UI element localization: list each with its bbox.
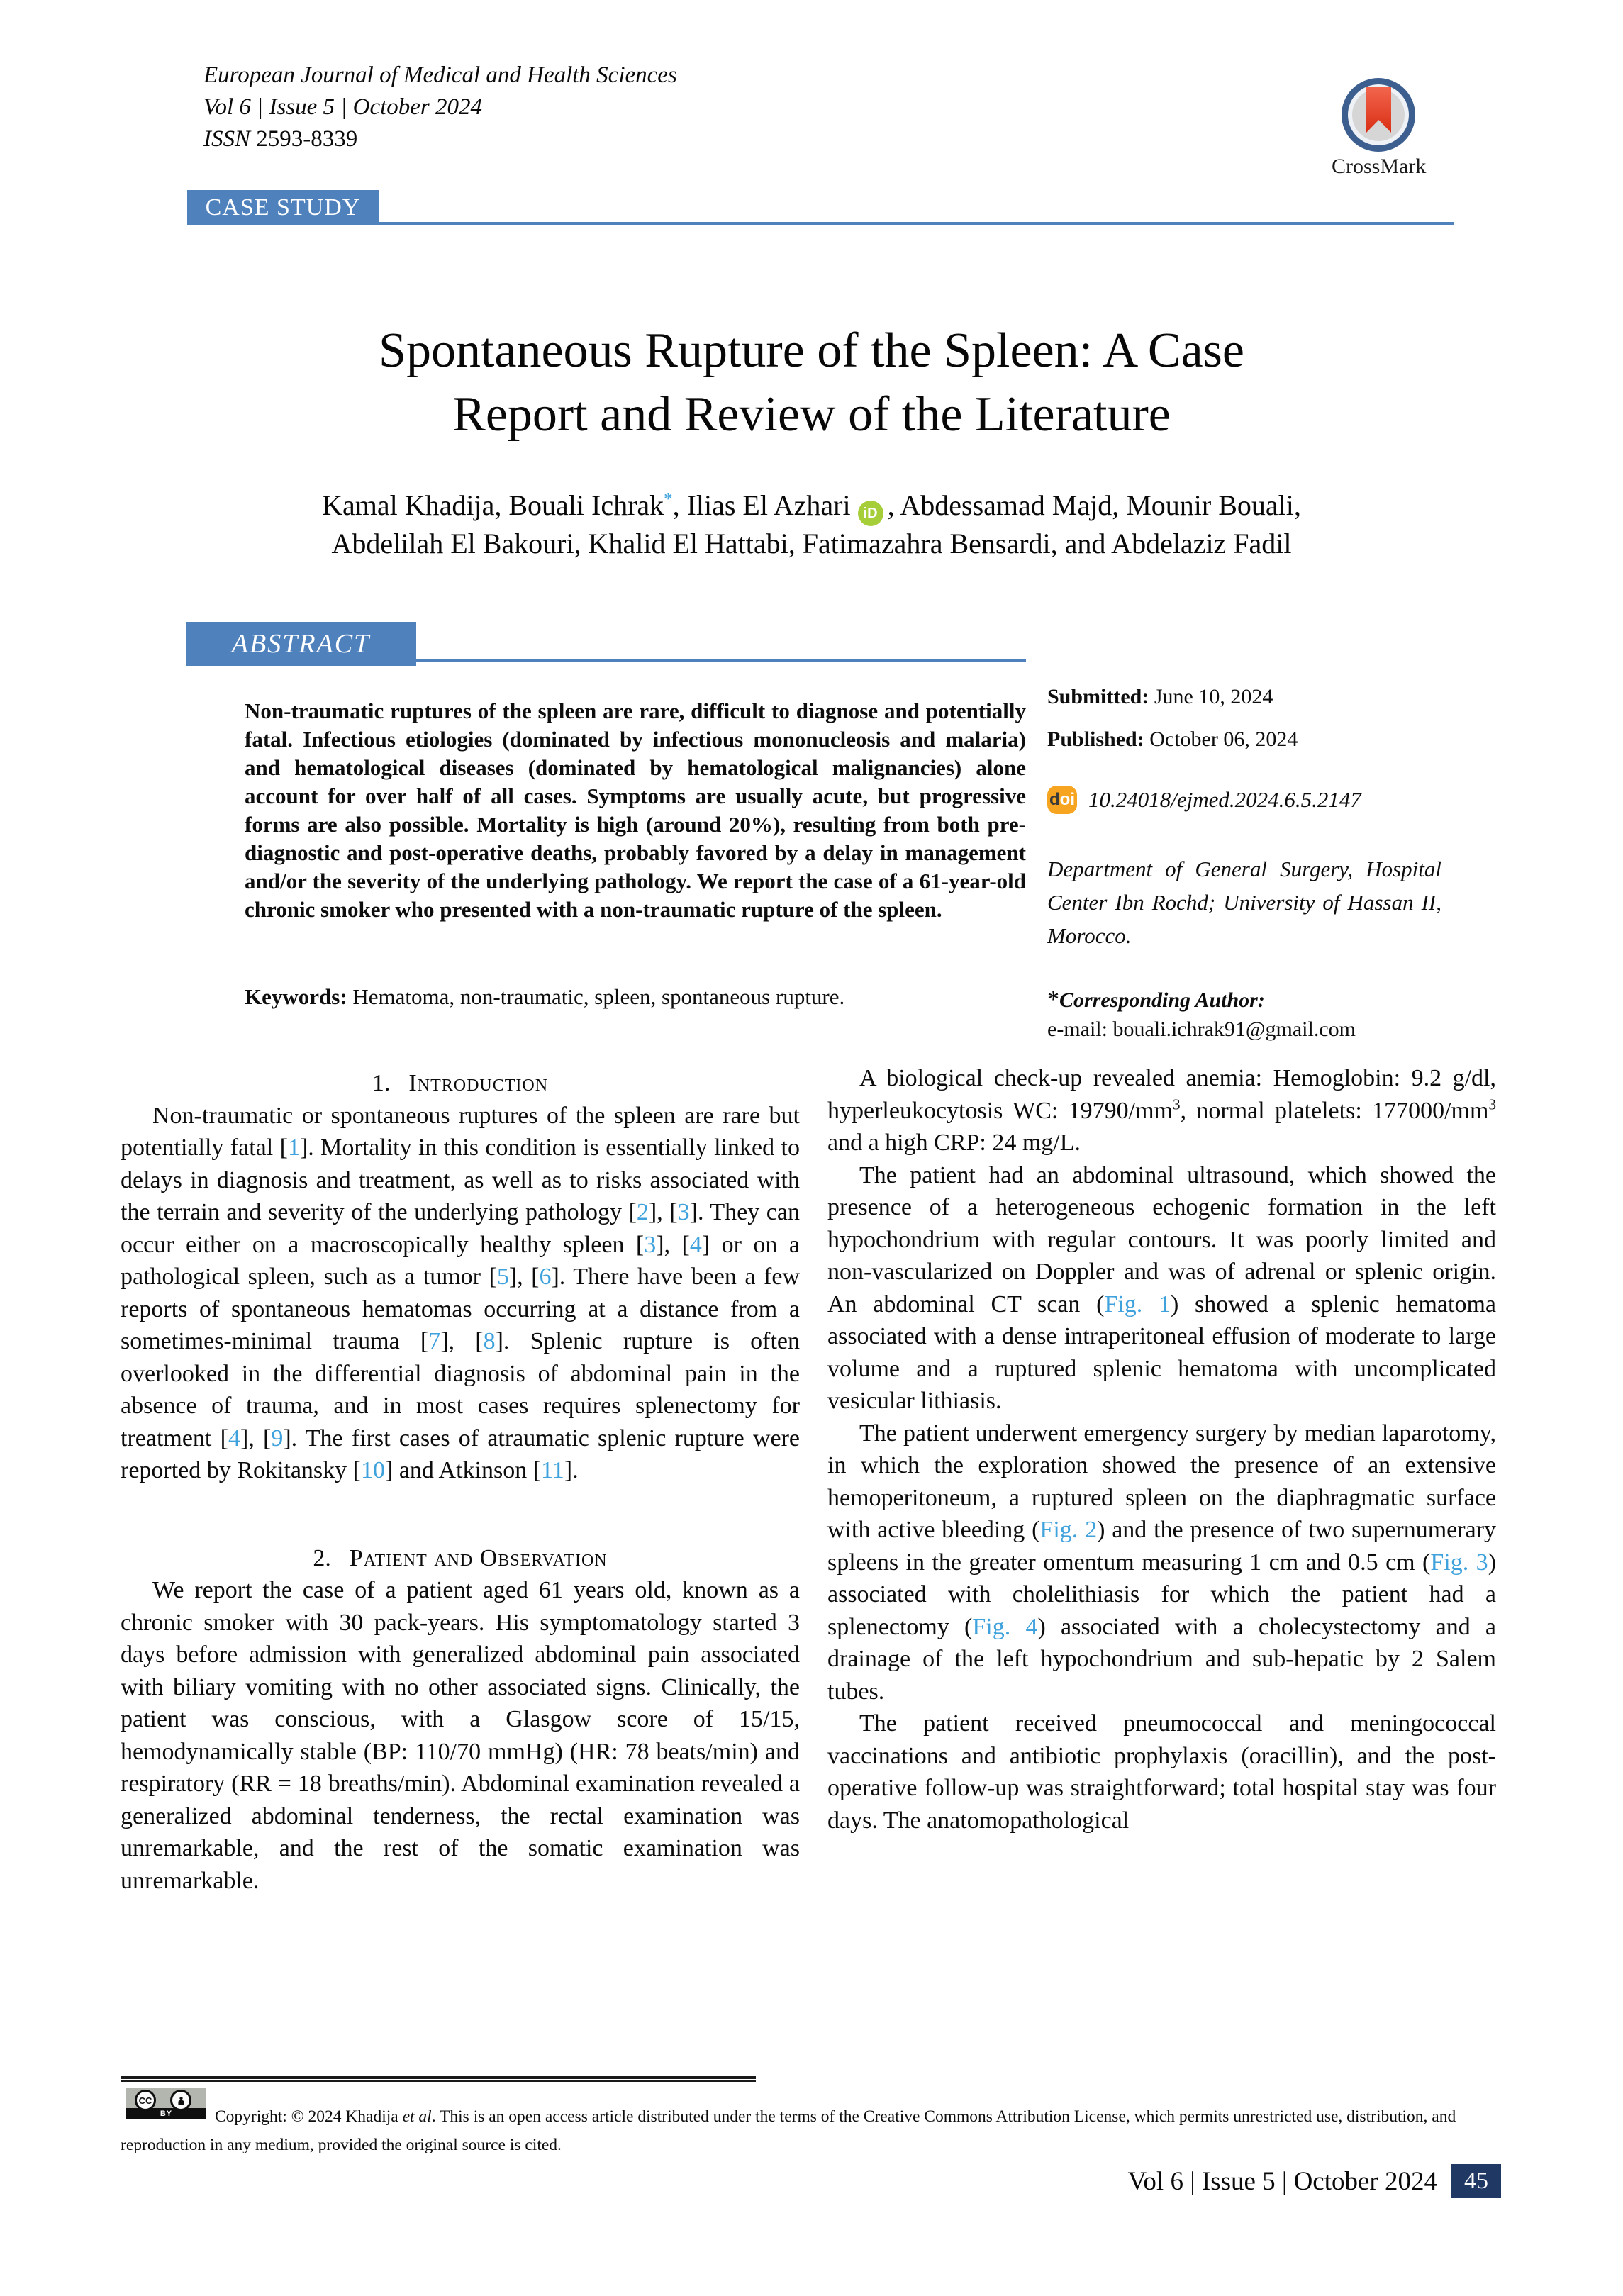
author-list [106, 488, 1517, 561]
text-segment: Non-traumatic or spontaneous ruptures of the spleen are rare but potentially fatal [ [121, 1102, 800, 1161]
text-segment: , normal platelets: 177000/mm [1180, 1097, 1489, 1124]
article-type-badge: CASE STUDY [187, 190, 379, 225]
citation-ref[interactable]: 2 [636, 1199, 649, 1225]
text-segment: ], [ [648, 1199, 678, 1225]
copyright-line-2: reproduction in any medium, provided the original source is cited. [121, 2136, 562, 2154]
body-paragraph [827, 1159, 1496, 1417]
abstract-rule [416, 659, 1026, 662]
text-segment: . This is an open access article distributed under the terms of the Creative Commons Attribution License, which permits unrestricted use, distribution, and [431, 2107, 1456, 2126]
journal-info [203, 60, 677, 155]
corresponding-label: Corresponding Author: [1059, 988, 1265, 1012]
text-segment: ]. The first cases of atraumatic splenic rupture were reported by Rokitansky [ [121, 1425, 800, 1483]
crossmark-link[interactable] [1332, 78, 1425, 179]
article-meta-sidebar [1047, 685, 1441, 1044]
text-segment: The patient underwent emergency surgery by median laparotomy, in which the exploration showed the presence of an extensive hemoperitoneum, a ruptured spleen on the diaphragmatic surface with active bleeding ( [827, 1420, 1496, 1543]
citation-ref[interactable]: 3 [644, 1231, 657, 1258]
italic-text: et al [402, 2107, 432, 2126]
cc-by-label: BY [126, 2108, 206, 2119]
footer-issue-info [1127, 2164, 1501, 2198]
citation-ref[interactable]: 9 [271, 1425, 284, 1451]
page-number-badge: 45 [1451, 2164, 1501, 2198]
superscript: 3 [1173, 1096, 1181, 1113]
authors-line-1 [106, 488, 1517, 526]
doi-value[interactable]: 10.24018/ejmed.2024.6.5.2147 [1088, 787, 1361, 812]
text-segment: ) showed a splenic hematoma associated with a dense intraperitoneal effusion of moderate to large volume and a ruptured splenic hematoma with uncomplicated vesicular lithiasis. [827, 1291, 1496, 1414]
page-title [0, 319, 1623, 447]
doi-icon: d oi [1047, 786, 1077, 814]
footer-volume-text: Vol 6 | Issue 5 | October 2024 [1127, 2166, 1437, 2196]
citation-ref[interactable]: 4 [689, 1231, 702, 1258]
journal-issn [203, 123, 677, 155]
affiliation: Department of General Surgery, Hospital Center Ibn Rochd; University of Hassan II, Morocco. [1047, 857, 1441, 948]
cc-icon: CC [135, 2090, 156, 2111]
citation-ref[interactable]: Fig. 1 [1104, 1291, 1171, 1317]
text-segment: ]. There have been a few reports of spontaneous hematomas occurring at a distance from a sometimes-minimal trauma [ [121, 1264, 800, 1354]
introduction-paragraph [121, 1100, 800, 1487]
corresponding-star: * [1047, 986, 1059, 1013]
corresponding-author-star: * [664, 489, 673, 509]
citation-ref[interactable]: 10 [361, 1457, 385, 1483]
citation-ref[interactable]: 4 [228, 1425, 240, 1451]
cc-by-badge[interactable] [126, 2088, 206, 2119]
text-segment: ]. Splenic rupture is often overlooked in the differential diagnosis of abdominal pain in the absence of trauma, and in most cases requires splenectomy for treatment [ [121, 1328, 800, 1451]
title-line-2: Report and Review of the Literature [452, 387, 1171, 442]
submitted-row [1047, 685, 1441, 709]
authors-line-2: Abdelilah El Bakouri, Khalid El Hattabi, Fatimazahra Bensardi, and Abdelaziz Fadil [331, 528, 1292, 559]
abstract-label: ABSTRACT [186, 622, 416, 666]
citation-ref[interactable]: 7 [428, 1328, 441, 1354]
left-column [121, 1067, 800, 1897]
abstract-text: Non-traumatic ruptures of the spleen are rare, difficult to diagnose and potentially fatal. Infectious etiologies (dominated by infectious mononucleosis and malaria) and hematological diseases (dominated by hematological malignancies) alone account for over half of all cases. Symptoms are usually acute, but progressive forms are also possible. Mortality is high (around 20%), resulting from both pre-diagnostic and post-operative deaths, probably favored by a delay in management and/or the severity of the underlying pathology. We report the case of a 61-year-old chronic smoker who presented with a non-traumatic rupture of the spleen. [245, 698, 1026, 922]
text-segment: ) associated with a cholecystectomy and a drainage of the left hypochondrium and sub-hepatic by 2 Salem tubes. [827, 1613, 1496, 1705]
corresponding-author-block [1047, 985, 1441, 1044]
text-segment: , Ilias El Azhari [672, 489, 851, 521]
body-paragraph [827, 1417, 1496, 1708]
section-heading-patient-observation: 2. Patient and Observation [313, 1544, 608, 1571]
text-segment: ], [ [656, 1231, 690, 1258]
copyright-line-1 [215, 2107, 1456, 2127]
keywords [245, 984, 1026, 1010]
crossmark-label: CrossMark [1332, 155, 1427, 178]
orcid-icon: iD [858, 501, 883, 526]
title-line-1: Spontaneous Rupture of the Spleen: A Case [379, 323, 1244, 378]
text-segment: ] or on a pathological spleen, such as a tumor [ [121, 1231, 800, 1290]
corresponding-email[interactable]: e-mail: bouali.ichrak91@gmail.com [1047, 1018, 1356, 1041]
text-segment: The patient had an abdominal ultrasound, which showed the presence of a heterogeneous echogenic formation in the left hypochondrium with regular contours. It was poorly limited and non-vascularized on Doppler and was of adrenal or splenic origin. An abdominal CT scan ( [827, 1161, 1496, 1317]
body-paragraph [827, 1707, 1496, 1837]
superscript: 3 [1488, 1096, 1496, 1113]
citation-ref[interactable]: Fig. 4 [972, 1613, 1038, 1640]
text-segment: ]. They can occur either on a macroscopically healthy spleen [ [121, 1199, 800, 1258]
person-icon [170, 2090, 191, 2111]
citation-ref[interactable]: 8 [483, 1328, 496, 1354]
text-segment: Kamal Khadija, Bouali Ichrak [322, 489, 664, 521]
issn-label: ISSN [203, 126, 250, 152]
text-segment: We report the case of a patient aged 61 years old, known as a chronic smoker with 30 pack-years. His symptomatology started 3 days before admission with generalized abdominal pain associated with biliary vomiting with no other associated signs. Clinically, the patient was conscious, with a Glasgow score of 15/15, hemodynamically stable (BP: 110/70 mmHg) (HR: 78 beats/min) and respiratory (RR = 18 breaths/min). Abdominal examination revealed a generalized abdominal tenderness, the rectal examination was unremarkable, and the rest of the somatic examination was unremarkable. [121, 1577, 800, 1894]
text-segment: , Abdessamad Majd, Mounir Bouali, [887, 489, 1301, 521]
journal-name: European Journal of Medical and Health Sciences [203, 62, 677, 88]
text-segment: ]. Mortality in this condition is essentially linked to delays in diagnosis and treatment, as well as to risks associated with the terrain and severity of the underlying pathology [ [121, 1135, 800, 1225]
text-segment: ], [ [240, 1425, 272, 1451]
text-segment: ], [ [440, 1328, 484, 1354]
text-segment: ]. [564, 1457, 579, 1483]
footnote-rule [121, 2076, 756, 2082]
patient-observation-paragraph [121, 1574, 800, 1897]
text-segment: ) associated with cholelithiasis for which the patient had a splenectomy ( [827, 1549, 1497, 1640]
right-column [827, 1062, 1496, 1837]
keywords-text: Hematoma, non-traumatic, spleen, spontaneous rupture. [347, 984, 845, 1009]
submitted-label: Submitted: [1047, 685, 1149, 708]
text-segment: Copyright: © 2024 Khadija [215, 2107, 403, 2126]
citation-ref[interactable]: 1 [287, 1135, 300, 1161]
published-row [1047, 728, 1441, 752]
citation-ref[interactable]: 11 [541, 1457, 564, 1483]
crossmark-icon [1342, 78, 1415, 152]
body-paragraph [827, 1062, 1496, 1159]
submitted-date: June 10, 2024 [1149, 685, 1273, 708]
section-heading-introduction: 1. Introduction [372, 1070, 549, 1096]
citation-ref[interactable]: Fig. 3 [1430, 1549, 1488, 1576]
citation-ref[interactable]: 6 [539, 1264, 552, 1290]
text-segment: ) and the presence of two supernumerary spleens in the greater omentum measuring 1 cm and 0.5 cm ( [827, 1517, 1497, 1576]
text-segment: A biological check-up revealed anemia: Hemoglobin: 9.2 g/dl, hyperleukocytosis WC: 19790/mm [827, 1065, 1496, 1124]
keywords-label: Keywords: [245, 984, 347, 1009]
doi-row [1047, 786, 1441, 814]
text-segment: and a high CRP: 24 mg/L. [827, 1130, 1081, 1156]
published-label: Published: [1047, 728, 1144, 751]
citation-ref[interactable]: 3 [677, 1199, 690, 1225]
journal-volume-issue: Vol 6 | Issue 5 | October 2024 [203, 94, 483, 120]
citation-ref[interactable]: Fig. 2 [1039, 1517, 1098, 1543]
published-date: October 06, 2024 [1144, 728, 1298, 751]
text-segment: ], [ [508, 1264, 540, 1290]
citation-ref[interactable]: 5 [496, 1264, 509, 1290]
issn-value: 2593-8339 [256, 126, 358, 152]
text-segment: The patient received pneumococcal and meningococcal vaccinations and antibiotic prophylaxis (oracillin), and the post-operative follow-up was straightforward; total hospital stay was four days. The anatomopathological [827, 1710, 1496, 1834]
text-segment: ] and Atkinson [ [385, 1457, 542, 1483]
